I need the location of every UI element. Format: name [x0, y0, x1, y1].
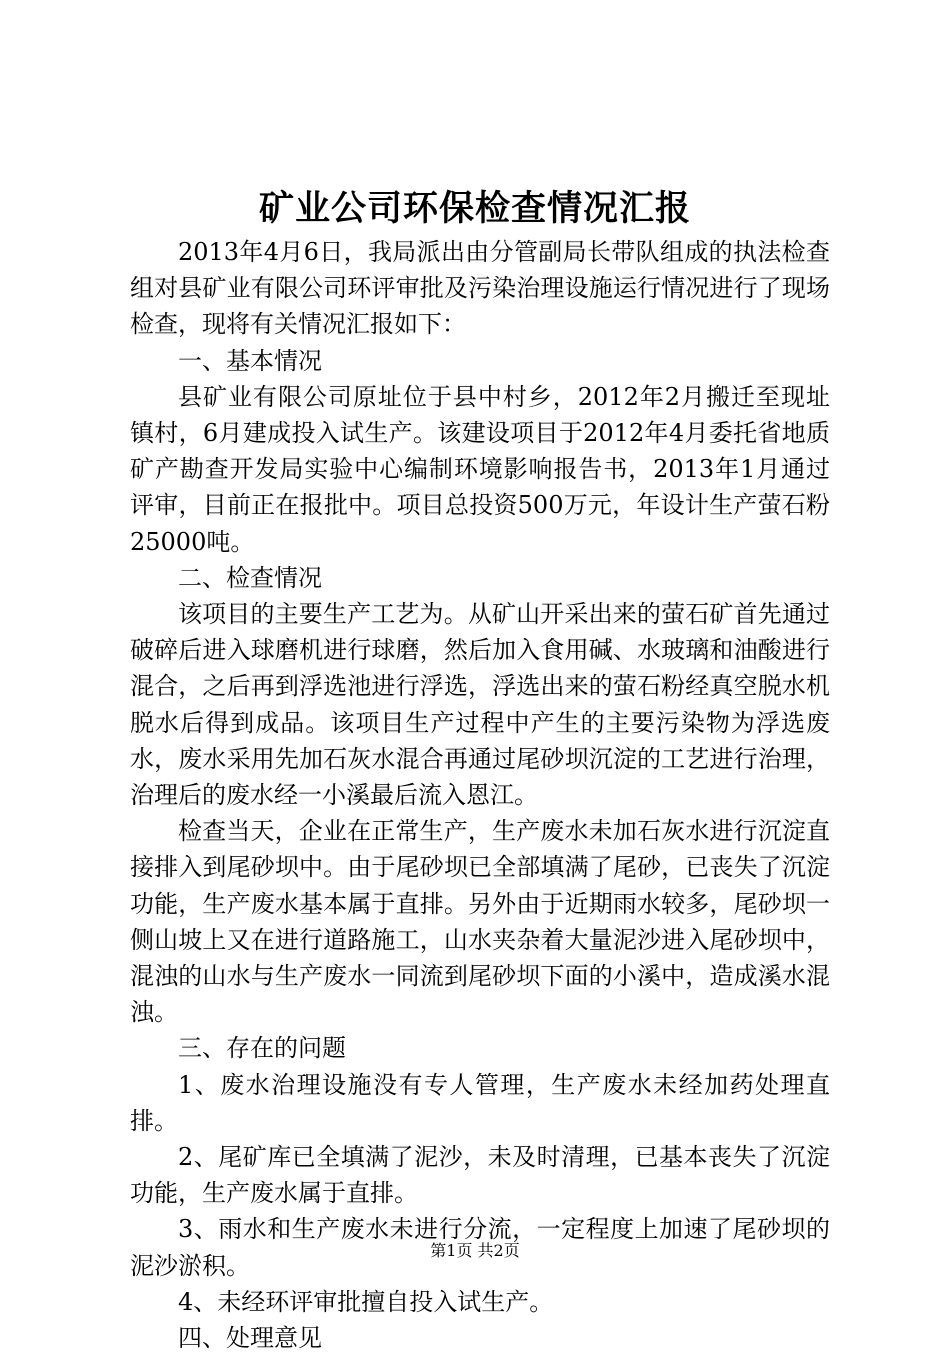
problem-item-2: 2、尾矿库已全填满了泥沙，未及时清理，已基本丧失了沉淀功能，生产废水属于直排。 — [130, 1143, 830, 1208]
section-heading-basic-info: 一、基本情况 — [178, 346, 322, 375]
paragraph-inspection-day: 检查当天，企业在正常生产，生产废水未加石灰水进行沉淀直接排入到尾砂坝中。由于尾砂坝已全部填满了尾砂，已丧失了沉淀功能，生产废水基本属于直排。另外由于近期雨水较多，尾砂坝一侧山坡上又在进行道路施工，山水夹杂着大量泥沙进入尾砂坝中，混浊的山水与生产废水一同流到尾砂坝下面的小溪中，造成溪水混浊。 — [130, 817, 830, 1027]
problem-item-4: 4、未经环评审批擅自投入试生产。 — [178, 1287, 554, 1316]
problem-item-1: 1、废水治理设施没有专人管理，生产废水未经加药处理直排。 — [130, 1070, 830, 1135]
document-body — [130, 234, 830, 1356]
section-heading-inspection: 二、检查情况 — [178, 563, 322, 592]
paragraph-basic-info: 县矿业有限公司原址位于县中村乡，2012年2月搬迁至现址镇村，6月建成投入试生产。该建设项目于2012年4月委托省地质矿产勘查开发局实验中心编制环境影响报告书，2013年1月通过评审，目前正在报批中。项目总投资500万元，年设计生产萤石粉25000吨。 — [130, 382, 830, 556]
paragraph-intro: 2013年4月6日，我局派出由分管副局长带队组成的执法检查组对县矿业有限公司环评审批及污染治理设施运行情况进行了现场检查，现将有关情况汇报如下： — [130, 238, 830, 339]
section-heading-problems: 三、存在的问题 — [178, 1034, 346, 1063]
section-heading-handling: 四、处理意见 — [178, 1324, 322, 1353]
problem-item-3: 3、雨水和生产废水未进行分流，一定程度上加速了尾砂坝的泥沙淤积。 — [130, 1215, 830, 1280]
page-footer: 第1页 共2页 — [430, 1241, 520, 1260]
paragraph-process: 该项目的主要生产工艺为。从矿山开采出来的萤石矿首先通过破碎后进入球磨机进行球磨，然后加入食用碱、水玻璃和油酸进行混合，之后再到浮选池进行浮选，浮选出来的萤石粉经真空脱水机脱水后得到成品。该项目生产过程中产生的主要污染物为浮选废水，废水采用先加石灰水混合再通过尾砂坝沉淀的工艺进行治理，治理后的废水经一小溪最后流入恩江。 — [130, 600, 830, 810]
document-title: 矿业公司环保检查情况汇报 — [258, 188, 691, 229]
